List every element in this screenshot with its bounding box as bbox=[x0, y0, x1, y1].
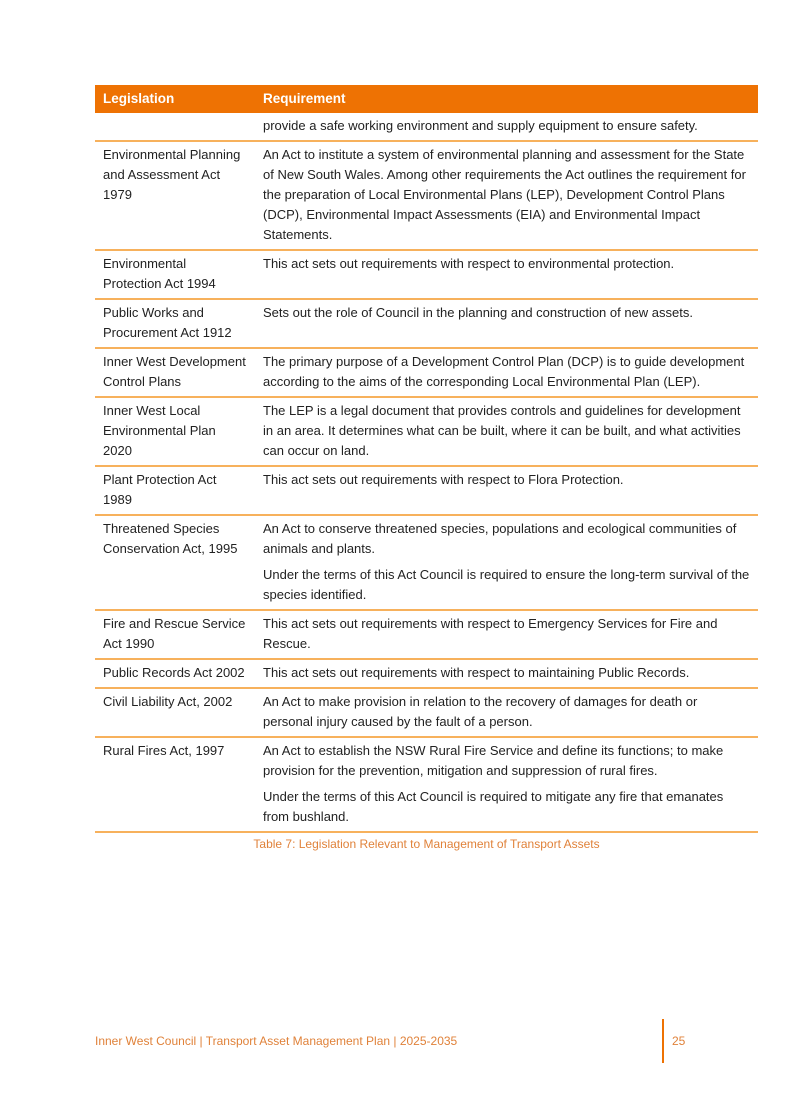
table-row bbox=[95, 348, 758, 397]
legislation-cell: Rural Fires Act, 1997 bbox=[95, 737, 255, 832]
legislation-cell: Public Works and Procurement Act 1912 bbox=[95, 299, 255, 348]
requirement-paragraph: This act sets out requirements with respect to Flora Protection. bbox=[263, 472, 624, 487]
legislation-cell: Inner West Local Environmental Plan 2020 bbox=[95, 397, 255, 466]
table-row bbox=[95, 688, 758, 737]
legislation-cell: Inner West Development Control Plans bbox=[95, 348, 255, 397]
table-row bbox=[95, 515, 758, 610]
requirement-paragraph: This act sets out requirements with respect to maintaining Public Records. bbox=[263, 665, 690, 680]
table-row bbox=[95, 113, 758, 141]
legislation-cell: Fire and Rescue Service Act 1990 bbox=[95, 610, 255, 659]
requirement-cell bbox=[255, 113, 758, 141]
requirement-cell bbox=[255, 515, 758, 610]
footer-text: Inner West Council | Transport Asset Management Plan | 2025-2035 bbox=[95, 1034, 458, 1048]
legislation-cell: Public Records Act 2002 bbox=[95, 659, 255, 688]
legislation-cell: Civil Liability Act, 2002 bbox=[95, 688, 255, 737]
requirement-cell bbox=[255, 610, 758, 659]
requirement-cell bbox=[255, 737, 758, 832]
table-row bbox=[95, 141, 758, 250]
table-row bbox=[95, 397, 758, 466]
legislation-cell: Plant Protection Act 1989 bbox=[95, 466, 255, 515]
page-content bbox=[95, 85, 758, 852]
table-row bbox=[95, 250, 758, 299]
requirement-paragraph: Under the terms of this Act Council is required to ensure the long-term survival of the species identified. bbox=[263, 567, 750, 602]
requirement-paragraph: An Act to establish the NSW Rural Fire Service and define its functions; to make provision for the prevention, mitigation and suppression of rural fires. bbox=[263, 743, 724, 778]
legislation-table bbox=[95, 85, 758, 833]
requirement-cell bbox=[255, 659, 758, 688]
legislation-cell: Environmental Planning and Assessment Act 1979 bbox=[95, 141, 255, 250]
page-number: 25 bbox=[672, 1034, 686, 1048]
table-row bbox=[95, 610, 758, 659]
requirement-paragraph: This act sets out requirements with respect to environmental protection. bbox=[263, 256, 675, 271]
requirement-cell bbox=[255, 348, 758, 397]
requirement-paragraph: provide a safe working environment and supply equipment to ensure safety. bbox=[263, 118, 698, 133]
requirement-paragraph: An Act to conserve threatened species, populations and ecological communities of animals and plants. bbox=[263, 521, 737, 556]
footer-divider bbox=[662, 1019, 664, 1063]
requirement-cell bbox=[255, 250, 758, 299]
legislation-cell: Threatened Species Conservation Act, 1995 bbox=[95, 515, 255, 610]
table-row bbox=[95, 659, 758, 688]
requirement-cell bbox=[255, 466, 758, 515]
requirement-paragraph: An Act to make provision in relation to the recovery of damages for death or personal injury caused by the fault of a person. bbox=[263, 694, 698, 729]
table-caption: Table 7: Legislation Relevant to Management of Transport Assets bbox=[253, 837, 600, 851]
requirement-paragraph: The primary purpose of a Development Control Plan (DCP) is to guide development according to the aims of the corresponding Local Environmental Plan (LEP). bbox=[263, 354, 745, 389]
requirement-cell bbox=[255, 299, 758, 348]
requirement-paragraph: An Act to institute a system of environmental planning and assessment for the State of New South Wales. Among other requirements the Act outlines the requirement for the preparation of Local Environmental Plans (LEP), Development Control Plans (DCP), Environmental Impact Assessments (EIA) and Environmental Impact Statements. bbox=[263, 147, 746, 242]
requirement-paragraph: Sets out the role of Council in the planning and construction of new assets. bbox=[263, 305, 693, 320]
requirement-paragraph: Under the terms of this Act Council is required to mitigate any fire that emanates from bushland. bbox=[263, 789, 724, 824]
table-row bbox=[95, 466, 758, 515]
legislation-cell: Environmental Protection Act 1994 bbox=[95, 250, 255, 299]
header-legislation: Legislation bbox=[95, 85, 255, 113]
requirement-cell bbox=[255, 397, 758, 466]
legislation-cell bbox=[95, 113, 255, 141]
requirement-paragraph: The LEP is a legal document that provides controls and guidelines for development in an area. It determines what can be built, where it can be built, and what activities can occur on land. bbox=[263, 403, 741, 458]
requirement-cell bbox=[255, 141, 758, 250]
table-row bbox=[95, 299, 758, 348]
table-header-row bbox=[95, 85, 758, 113]
header-requirement: Requirement bbox=[255, 85, 758, 113]
table-row bbox=[95, 737, 758, 832]
requirement-paragraph: This act sets out requirements with respect to Emergency Services for Fire and Rescue. bbox=[263, 616, 718, 651]
requirement-cell bbox=[255, 688, 758, 737]
